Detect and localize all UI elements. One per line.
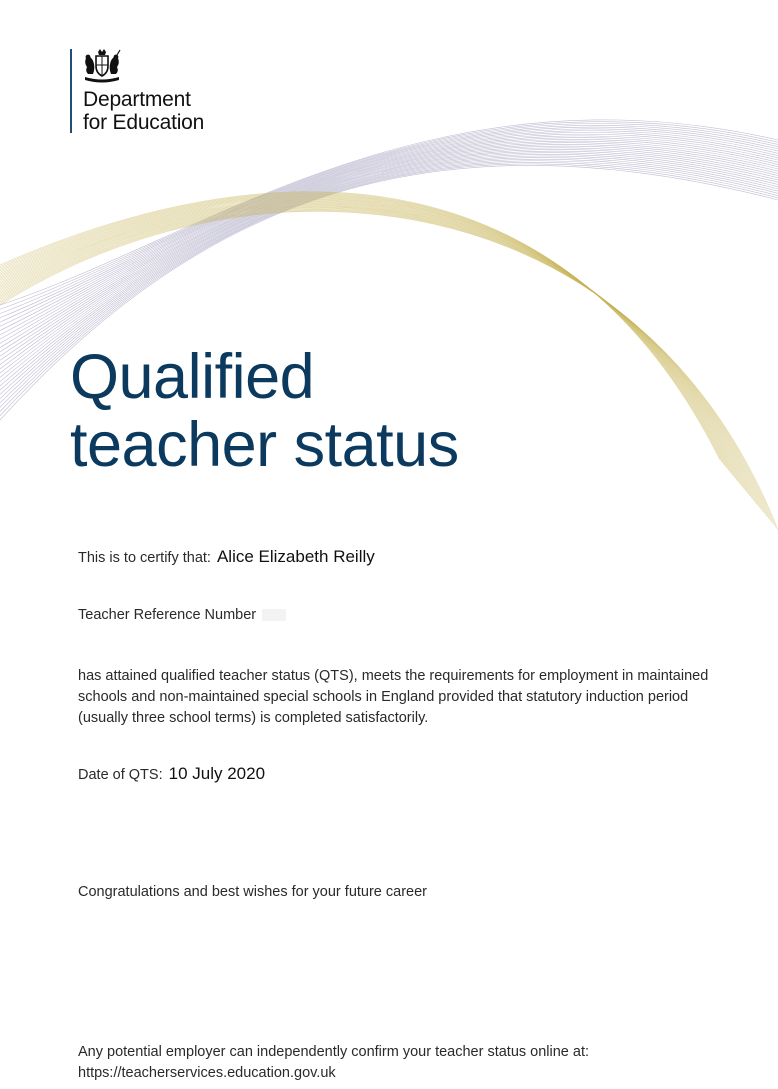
department-name: [83, 88, 283, 134]
trn-row: [78, 607, 286, 623]
certify-label: This is to certify that:: [78, 550, 211, 566]
certificate-title-line1: Qualified: [70, 342, 315, 412]
trn-value-redacted: [262, 609, 286, 621]
qts-date-row: [78, 764, 265, 784]
certify-row: [78, 547, 375, 567]
certificate-title: [70, 343, 459, 479]
holder-name: Alice Elizabeth Reilly: [216, 547, 375, 566]
qts-date-label: Date of QTS:: [78, 767, 163, 783]
verification-note: [78, 1042, 589, 1084]
verification-link[interactable]: https://teacherservices.education.gov.uk: [78, 1065, 336, 1081]
congratulations-message: Congratulations and best wishes for your future career: [78, 884, 427, 900]
certificate-title-line2: teacher status: [70, 410, 459, 480]
department-logo: [70, 49, 205, 134]
trn-label: Teacher Reference Number: [78, 607, 257, 623]
department-name-line2: for Education: [83, 111, 205, 134]
verification-text: Any potential employer can independently confirm your teacher status online at:: [78, 1044, 590, 1060]
royal-coat-of-arms-icon: [81, 49, 123, 83]
attainment-statement: has attained qualified teacher status (QTS), meets the requirements for employment in maintained schools and non-maintained special schools in England provided that statutory induction period (usually three school terms) is completed satisfactorily.: [78, 668, 709, 726]
department-name-line1: Department: [83, 88, 191, 111]
qts-date-value: 10 July 2020: [168, 764, 266, 783]
